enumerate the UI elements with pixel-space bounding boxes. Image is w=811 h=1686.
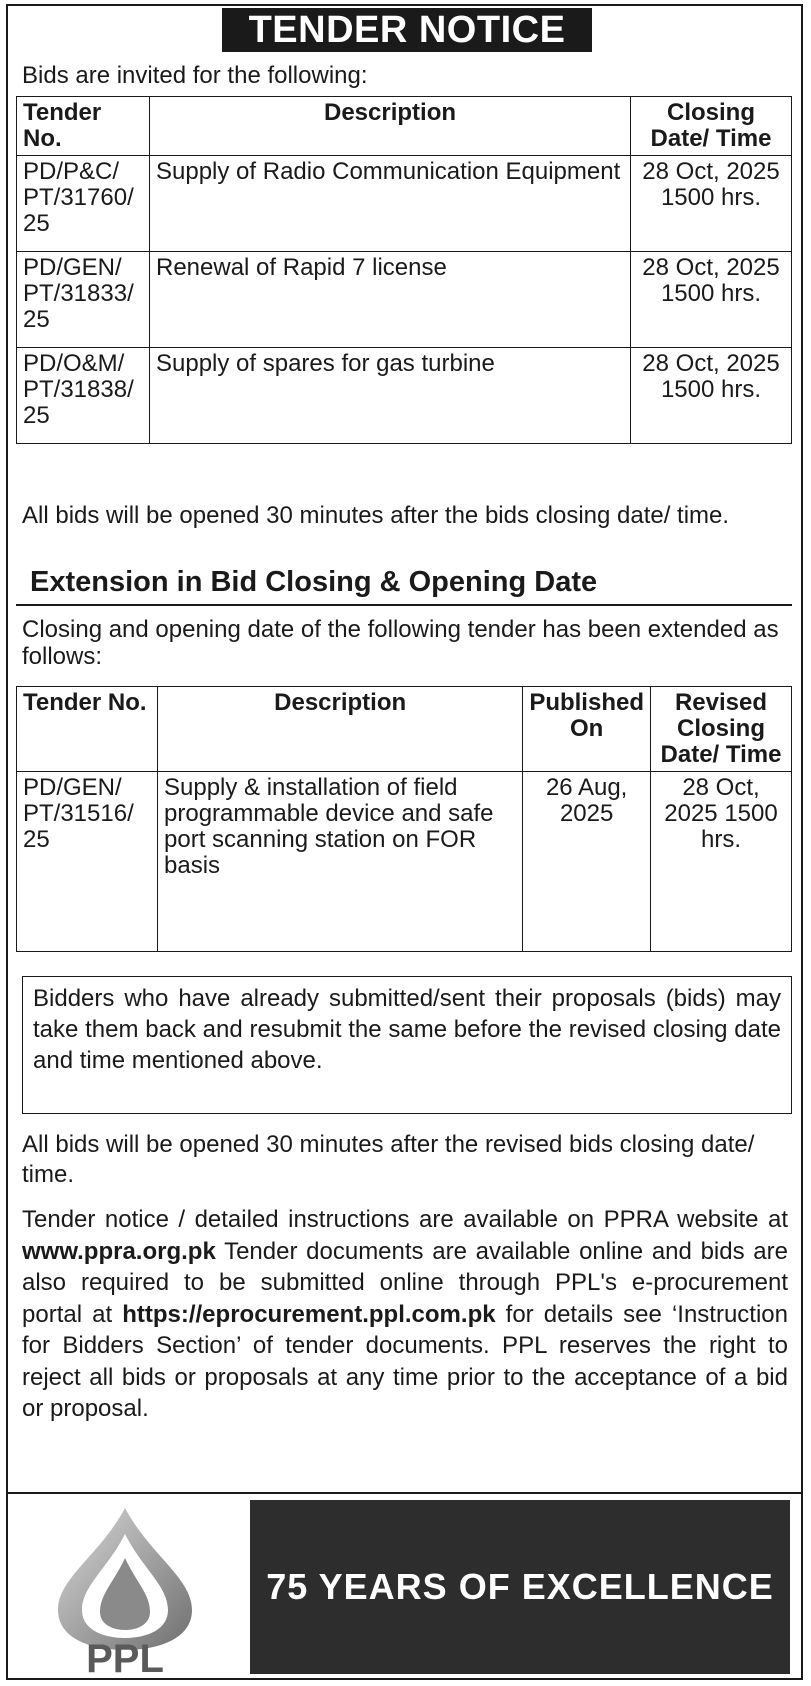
header-tender-no: Tender No. xyxy=(17,97,150,156)
tender-table xyxy=(16,96,792,444)
header-closing: Closing Date/ Time xyxy=(631,97,792,156)
instructions-part-2: Tender documents are available online and bids are also required to be submitted online through PPL's e-procurement portal at xyxy=(22,1237,788,1328)
instructions-paragraph xyxy=(22,1204,788,1425)
eprocurement-link[interactable]: https://eprocurement.ppl.com.pk xyxy=(122,1300,496,1328)
extension-heading: Extension in Bid Closing & Opening Date xyxy=(30,566,598,598)
table-row xyxy=(17,348,792,444)
ppl-drop-logo-icon xyxy=(20,1500,240,1675)
bidders-note: Bidders who have already submitted/sent their proposals (bids) may take them back and resubmit the same before the revised closing date and time mentioned above. xyxy=(33,985,781,1074)
intro-text: Bids are invited for the following: xyxy=(22,62,368,89)
closing-cell: 28 Oct, 2025 1500 hrs. xyxy=(631,252,792,348)
ppl-logo xyxy=(20,1500,240,1675)
ppra-link[interactable]: www.ppra.org.pk xyxy=(22,1237,216,1265)
description-cell: Supply of spares for gas turbine xyxy=(150,348,631,444)
published-cell: 26 Aug, 2025 xyxy=(523,772,651,952)
revised-cell: 28 Oct, 2025 1500 hrs. xyxy=(651,772,792,952)
instructions-part-1: Tender notice / detailed instructions are available on PPRA website at xyxy=(22,1206,788,1233)
tender-no-cell: PD/GEN/ PT/31833/ 25 xyxy=(17,252,150,348)
header-published: Published On xyxy=(523,687,651,772)
table-row xyxy=(17,252,792,348)
description-cell: Supply of Radio Communication Equipment xyxy=(150,156,631,252)
table-row xyxy=(17,156,792,252)
slogan-text: 75 YEARS OF EXCELLENCE xyxy=(266,1566,774,1607)
footer-divider xyxy=(6,1492,803,1494)
table-row xyxy=(17,772,792,952)
closing-cell: 28 Oct, 2025 1500 hrs. xyxy=(631,156,792,252)
logo-wordmark: PPL xyxy=(86,1637,164,1675)
header-tender-no: Tender No. xyxy=(17,687,158,772)
description-cell: Supply & installation of field programmable device and safe port scanning station on FOR basis xyxy=(158,772,523,952)
tender-table-header xyxy=(17,97,792,156)
extension-table-header xyxy=(17,687,792,772)
tender-no-cell: PD/GEN/ PT/31516/ 25 xyxy=(17,772,158,952)
opening-note-1: All bids will be opened 30 minutes after the bids closing date/ time. xyxy=(22,502,730,529)
opening-note-2: All bids will be opened 30 minutes after the revised bids closing date/ time. xyxy=(22,1131,755,1188)
extension-intro: Closing and opening date of the following tender has been extended as follows: xyxy=(22,616,779,670)
header-description: Description xyxy=(150,97,631,156)
closing-cell: 28 Oct, 2025 1500 hrs. xyxy=(631,348,792,444)
bidders-note-box xyxy=(22,976,792,1114)
heading-divider xyxy=(16,604,792,606)
header-revised: Revised Closing Date/ Time xyxy=(651,687,792,772)
tender-no-cell: PD/P&C/ PT/31760/ 25 xyxy=(17,156,150,252)
header-description: Description xyxy=(158,687,523,772)
instructions-part-3: for details see ‘Instruction for Bidders Section’ of tender documents. PPL reserves the right to reject all bids or proposals at any time prior to the acceptance of a bid or proposal. xyxy=(22,1300,788,1422)
notice-title: TENDER NOTICE xyxy=(222,8,592,52)
description-cell: Renewal of Rapid 7 license xyxy=(150,252,631,348)
tender-no-cell: PD/O&M/ PT/31838/ 25 xyxy=(17,348,150,444)
slogan-banner xyxy=(250,1500,790,1674)
extension-table xyxy=(16,686,792,952)
